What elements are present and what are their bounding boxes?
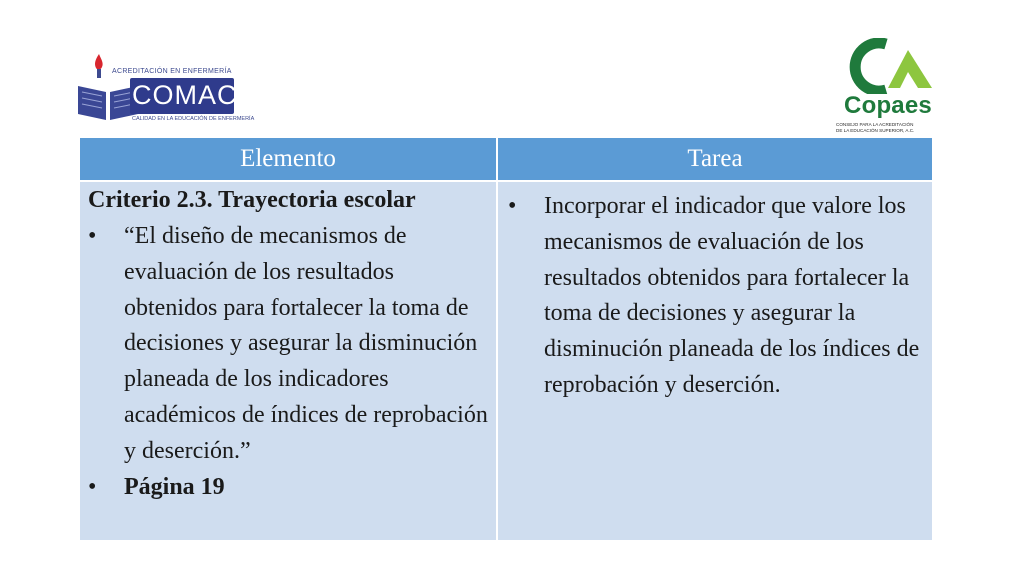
copaes-subtitle: [836, 122, 946, 133]
comace-brand: COMACE: [132, 80, 257, 110]
list-item: [88, 219, 493, 470]
copaes-subtitle-line-2: DE LA EDUCACIÓN SUPERIOR, A.C.: [836, 127, 915, 133]
bullet-icon: •: [88, 223, 97, 249]
list-item: [508, 189, 928, 404]
task-text: Incorporar el indicador que valore los mecanismos de evaluación de los resultados obtenidos para fortalecer la toma de decisiones y asegurar la disminución planeada de los índices de reprobación y deserción.: [544, 193, 920, 398]
copaes-subtitle-line-1: CONSEJO PARA LA ACREDITACIÓN: [836, 122, 914, 127]
task-bullet-list: [508, 189, 928, 404]
criteria-table: [80, 138, 932, 540]
criterion-title: Criterio 2.3. Trayectoria escolar: [88, 187, 416, 213]
copaes-logo: [830, 38, 948, 138]
element-quote-text: “El diseño de mecanismos de evaluación de los resultados obtenidos para fortalecer la toma de decisiones y asegurar la disminución planeada de los indicadores académicos de índices de reprobación y deserción.”: [124, 223, 488, 464]
header-elemento: Elemento: [80, 138, 496, 180]
bullet-icon: •: [88, 473, 97, 500]
comace-top-text: ACREDITACIÓN EN ENFERMERÍA: [112, 68, 232, 75]
element-bullet-list: [88, 219, 493, 505]
comace-logo: [72, 50, 257, 132]
cell-elemento: [80, 182, 496, 540]
bullet-icon: •: [508, 193, 517, 219]
cell-tarea: [498, 182, 932, 540]
header-tarea: Tarea: [498, 138, 932, 180]
copaes-mark-icon: [838, 38, 938, 94]
page-reference: Página 19: [124, 473, 225, 500]
flame-icon: [92, 54, 106, 78]
copaes-brand: Copaes: [844, 92, 932, 119]
comace-bottom-text: CALIDAD EN LA EDUCACIÓN DE ENFERMERÍA: [132, 116, 255, 122]
list-item: [88, 470, 493, 506]
